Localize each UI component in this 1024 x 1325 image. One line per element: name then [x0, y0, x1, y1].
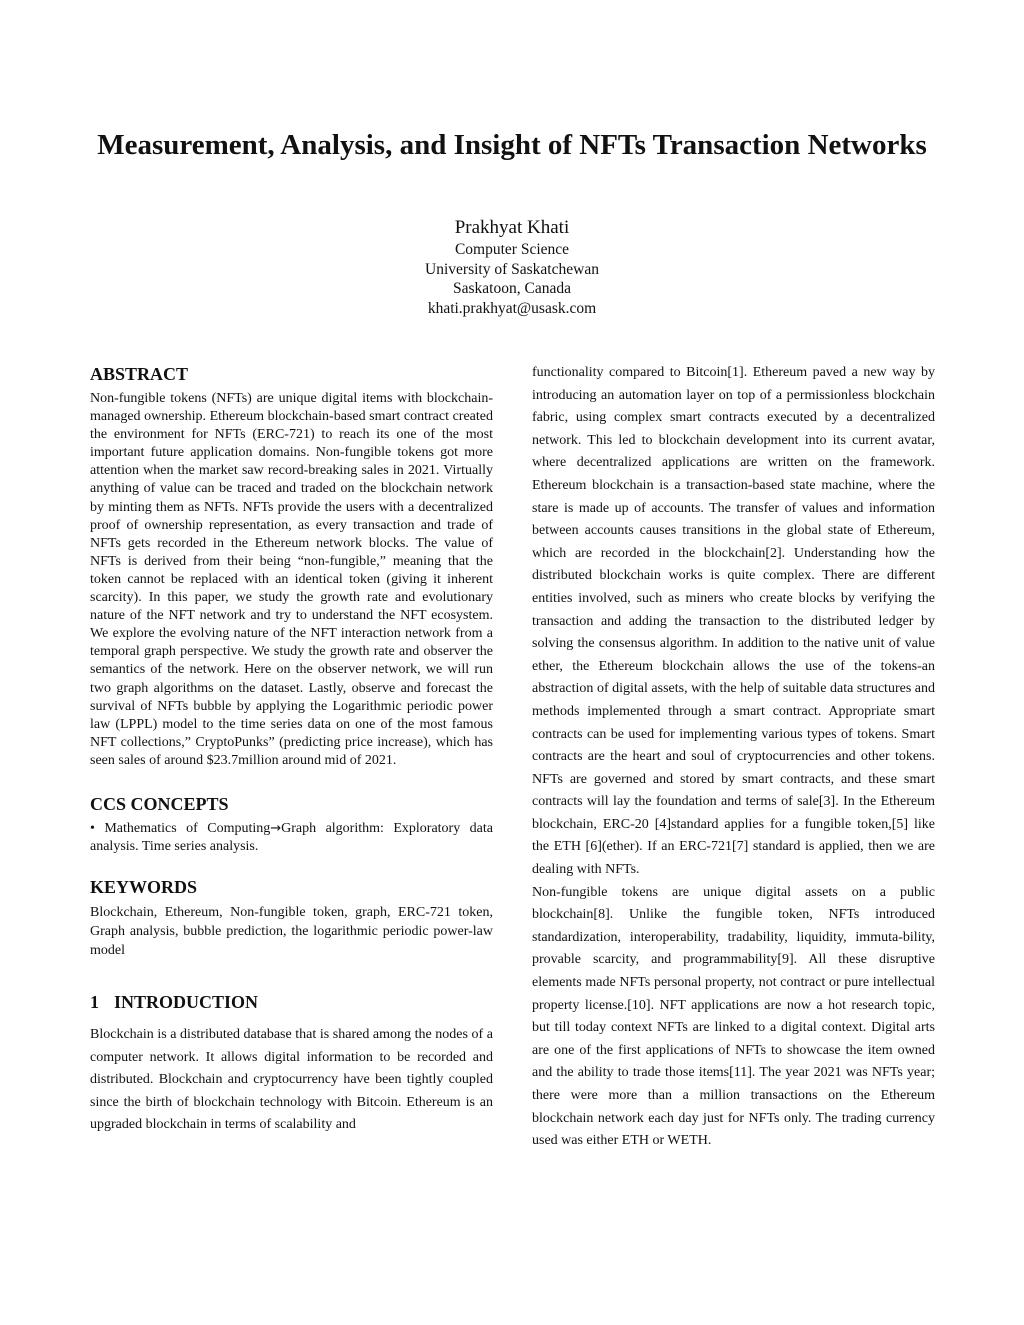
- author-location: Saskatoon, Canada: [453, 280, 571, 297]
- author-email: khati.prakhyat@usask.com: [427, 299, 597, 317]
- ccs-text: [90, 820, 493, 857]
- ccs-prefix: • Mathematics of Computing: [90, 820, 271, 836]
- right-column: [532, 362, 935, 1153]
- introduction-text-left: Blockchain is a distributed database that is shared among the nodes of a computer network. It allows digital information to be recorded and distributed. Blockchain and cryptocurrency have been tightly coupled since the birth of blockchain technology with Bitcoin. Ethereum is an upgraded blockchain in terms of scalability and: [90, 1026, 493, 1133]
- keywords-heading: KEYWORDS: [90, 876, 198, 897]
- author-university: University of Saskatchewan: [425, 260, 599, 278]
- arrow-icon: →: [270, 820, 282, 836]
- author-name: Prakhyat Khati: [454, 217, 570, 238]
- paper-title: Measurement, Analysis, and Insight of NFTs Transaction Networks: [97, 129, 927, 161]
- left-column: [90, 362, 493, 1137]
- abstract-heading: ABSTRACT: [90, 364, 189, 384]
- section-number: 1: [90, 991, 99, 1012]
- ccs-suffix: Graph algorithm: Exploratory data analysis. Time series analysis.: [90, 820, 493, 855]
- ccs-heading: CCS CONCEPTS: [90, 793, 229, 814]
- author-block: [262, 216, 762, 318]
- introduction-text-right-2: Non-fungible tokens are unique digital assets on a public blockchain[8]. Unlike the fungible token, NFTs introduced standardization, interoperability, tradability, liquidity, immuta-bility, provable scarcity, and programmability[9]. All these disruptive elements made NFTs personal property, not contract or pure intellectual property license.[10]. NFT applications are now a hot research topic, but till today context NFTs are linked to a digital context. Digital arts are one of the first applications of NFTs to showcase the item owned and the ability to trade those items[11]. The year 2021 was NFTs year; there were more than a million transactions on the Ethereum blockchain network each day just for NFTs only. The trading currency used was either ETH or WETH.: [532, 884, 935, 1149]
- introduction-text-right-1: functionality compared to Bitcoin[1]. Ethereum paved a new way by introducing an automation layer on top of a permissionless blockchain fabric, using complex smart contracts executed by a decentralized network. This led to blockchain development into its current avatar, where decentralized applications are written on the framework. Ethereum blockchain is a transaction-based state machine, where the stare is made up of accounts. The transfer of values and information between accounts causes transitions in the global state of Ethereum, which are recorded in the blockchain[2]. Understanding how the distributed blockchain works is quite complex. There are different entities involved, such as miners who create blocks by verifying the transaction and adding the transaction to the distributed ledger by solving the consensus algorithm. In addition to the native unit of value ether, the Ethereum blockchain allows the use of the tokens-an abstraction of digital assets, with the help of suitable data structures and methods implemented through a smart contract. Appropriate smart contracts can be used for implementing various types of tokens. Smart contracts are the heart and soul of cryptocurrencies and other tokens. NFTs are governed and stored by smart contracts, and these smart contracts will lay the foundation and terms of sale[3]. In the Ethereum blockchain, ERC-20 [4]standard applies for a fungible token,[5] like the ETH [6](ether). If an ERC-721[7] standard is applied, then we are dealing with NFTs.: [532, 365, 935, 878]
- section-title: INTRODUCTION: [114, 991, 259, 1012]
- author-department: Computer Science: [454, 241, 570, 258]
- abstract-text: Non-fungible tokens (NFTs) are unique digital items with blockchain-managed ownership. Ethereum blockchain-based smart contract created the environment for NFTs (ERC-721) to reach its one of the most important future application domains. Non-fungible tokens got more attention when the market saw record-breaking sales in 2021. Virtually anything of value can be traced and traded on the blockchain network by minting them as NFTs. NFTs provide the users with a decentralized proof of ownership representation, as every transaction and trade of NFTs gets recorded in the Ethereum network blocks. The value of NFTs is derived from their being “non-fungible,” meaning that the token cannot be replaced with an identical token (giving it inherent scarcity). In this paper, we study the growth rate and evolutionary nature of the NFT network and try to understand the NFT ecosystem. We explore the evolving nature of the NFT interaction network from a temporal graph perspective. We study the growth rate and observer the semantics of the network. Here on the observer network, we will run two graph algorithms on the dataset. Lastly, observe and forecast the survival of NFTs bubble by applying the Logarithmic periodic power law (LPPL) model to the time series data on one of the most famous NFT collections,” CryptoPunks” (predicting price increase), which has seen sales of around $23.7million around mid of 2021.: [90, 391, 493, 768]
- keywords-text: Blockchain, Ethereum, Non-fungible token, graph, ERC-721 token, Graph analysis, bubble prediction, the logarithmic periodic power-law model: [90, 904, 493, 958]
- introduction-heading: [90, 990, 493, 1014]
